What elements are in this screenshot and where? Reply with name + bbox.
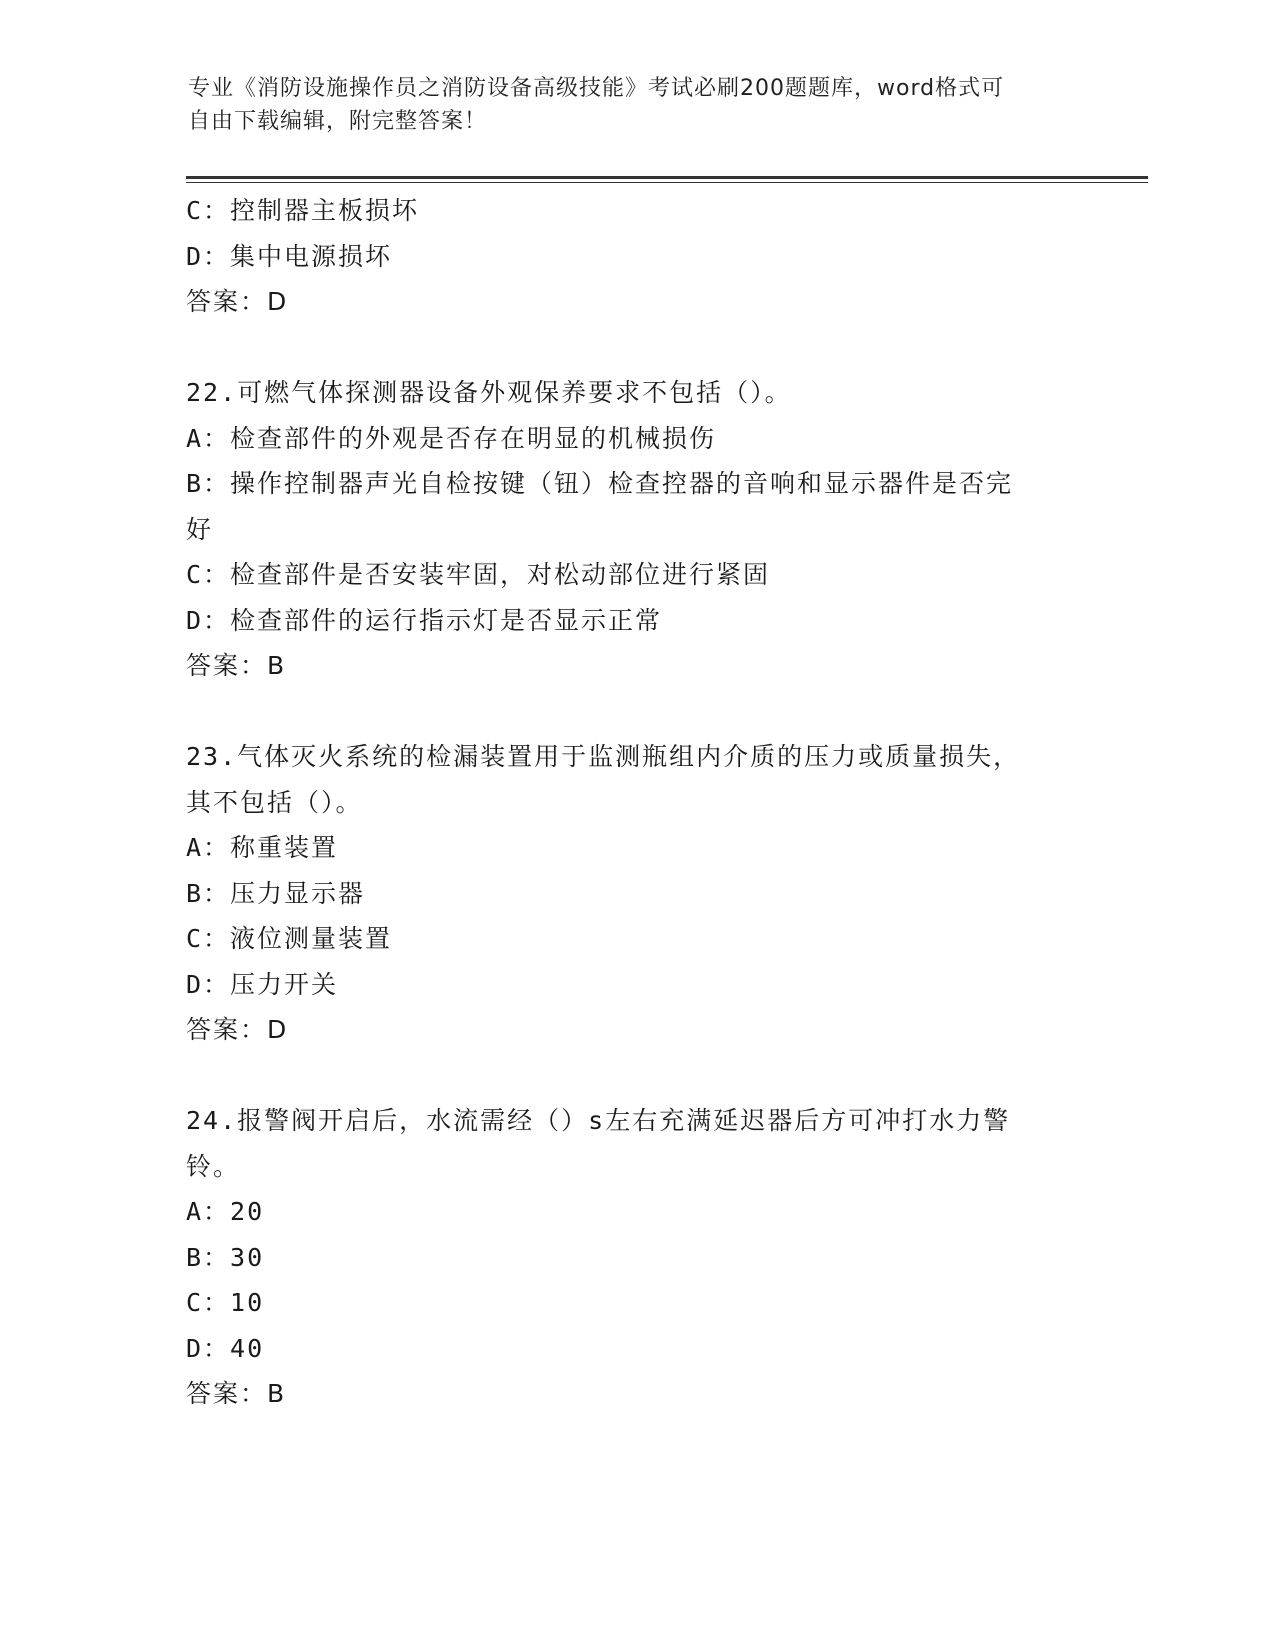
- q23-option-d: D：压力开关: [186, 969, 339, 999]
- document-header: [188, 72, 1068, 138]
- question-21-continued: [186, 188, 1086, 325]
- question-spacer: [186, 689, 1086, 735]
- q21-option-c: C：控制器主板损坏: [186, 196, 420, 225]
- q21-answer: 答案：D: [186, 287, 289, 316]
- q22-option-b-line-2: 好: [186, 514, 214, 544]
- q22-option-d: D：检查部件的运行指示灯是否显示正常: [186, 605, 663, 635]
- q24-stem-line-2: 铃。: [186, 1151, 241, 1181]
- question-24: [186, 1098, 1086, 1417]
- header-title-line-2: 自由下载编辑，附完整答案！: [188, 109, 488, 134]
- q23-answer: 答案：D: [186, 1015, 289, 1044]
- question-spacer: [186, 1053, 1086, 1099]
- q22-answer: 答案：B: [186, 651, 287, 680]
- q24-option-c: C：10: [186, 1288, 265, 1317]
- q24-stem-line-1: 24.报警阀开启后，水流需经（）s左右充满延迟器后方可冲打水力警: [186, 1106, 1011, 1135]
- q24-answer: 答案：B: [186, 1379, 287, 1408]
- q22-option-a: A：检查部件的外观是否存在明显的机械损伤: [186, 423, 717, 453]
- question-22: [186, 370, 1086, 689]
- question-spacer: [186, 325, 1086, 371]
- q23-option-c: C：液位测量装置: [186, 924, 393, 953]
- header-divider-thick: [186, 176, 1148, 179]
- q22-option-c: C：检查部件是否安装牢固，对松动部位进行紧固: [186, 560, 771, 589]
- q23-stem-line-2: 其不包括（）。: [186, 787, 363, 817]
- q23-stem-line-1: 23.气体灭火系统的检漏装置用于监测瓶组内介质的压力或质量损失，: [186, 742, 1021, 771]
- q23-option-a: A：称重装置: [186, 833, 339, 862]
- q22-stem: 22.可燃气体探测器设备外观保养要求不包括（）。: [186, 378, 792, 407]
- q24-option-d: D：40: [186, 1333, 265, 1363]
- question-list: [186, 188, 1086, 1417]
- q22-option-b-line-1: B：操作控制器声光自检按键（钮）检查控器的音响和显示器件是否完: [186, 469, 1014, 498]
- question-23: [186, 734, 1086, 1053]
- q21-option-d: D：集中电源损坏: [186, 241, 393, 271]
- q24-option-a: A：20: [186, 1197, 265, 1226]
- header-title-line-1: 专业《消防设施操作员之消防设备高级技能》考试必刷200题题库，word格式可: [188, 76, 1005, 101]
- q23-option-b: B：压力显示器: [186, 878, 366, 908]
- q24-option-b: B：30: [186, 1242, 265, 1272]
- header-divider-thin: [186, 182, 1148, 183]
